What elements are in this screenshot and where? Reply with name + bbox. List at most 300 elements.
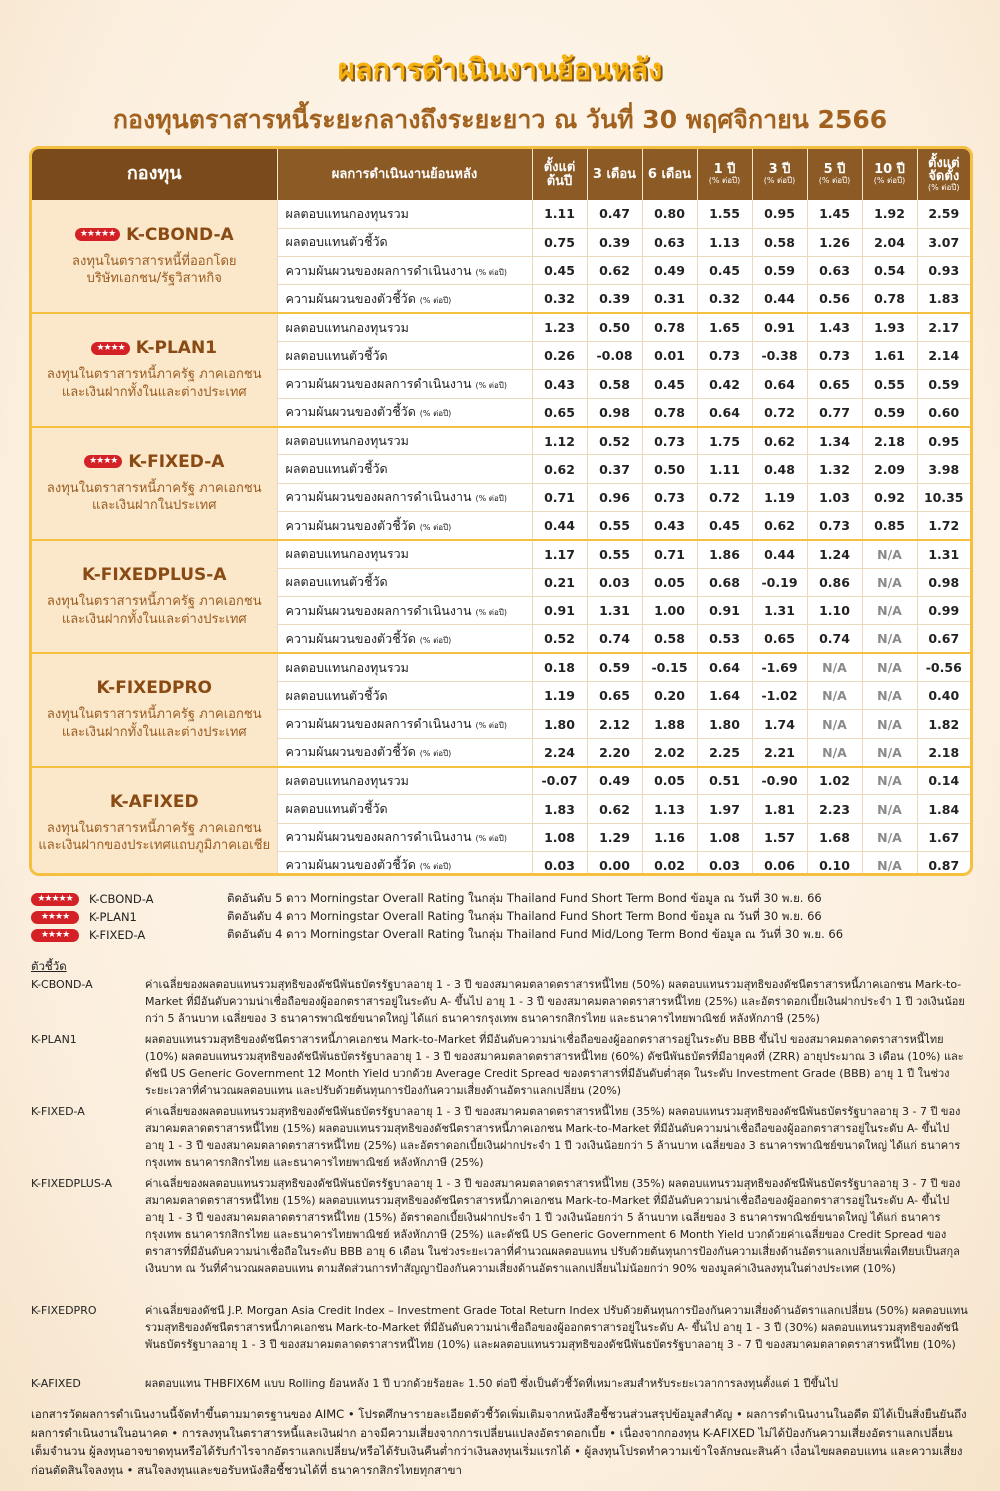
metric-unit: (% ต่อปี) bbox=[419, 295, 452, 305]
value-cell: 0.65 bbox=[587, 682, 642, 710]
value-cell: 1.81 bbox=[752, 795, 807, 823]
rating-notes bbox=[31, 890, 971, 944]
metric-label bbox=[277, 852, 532, 876]
value-cell: 0.44 bbox=[752, 285, 807, 313]
value-cell: 1.80 bbox=[532, 710, 587, 738]
value-cell: 1.19 bbox=[532, 682, 587, 710]
value-cell: 0.73 bbox=[697, 342, 752, 370]
metric-label-text: ความผันผวนของผลการดำเนินงาน bbox=[285, 602, 472, 618]
value-cell: 0.86 bbox=[807, 568, 862, 596]
value-cell: 0.62 bbox=[752, 512, 807, 540]
fund-cell bbox=[32, 767, 277, 876]
metric-label-text: ผลตอบแทนตัวชี้วัด bbox=[285, 687, 388, 703]
value-cell: N/A bbox=[862, 540, 917, 568]
value-cell: 0.71 bbox=[532, 483, 587, 511]
fund-description bbox=[36, 593, 273, 628]
benchmark-fund: K-FIXEDPRO bbox=[31, 1304, 97, 1317]
value-cell: 2.17 bbox=[917, 313, 970, 341]
value-cell: 0.62 bbox=[532, 455, 587, 483]
fund-name: K-FIXEDPRO bbox=[96, 678, 213, 699]
fund-name-row bbox=[36, 565, 273, 585]
table-row bbox=[32, 427, 970, 455]
value-cell: 0.45 bbox=[697, 257, 752, 285]
table-row bbox=[32, 767, 970, 795]
value-cell: 0.01 bbox=[642, 342, 697, 370]
value-cell: 0.75 bbox=[532, 228, 587, 256]
value-cell: 0.43 bbox=[642, 512, 697, 540]
value-cell: 2.23 bbox=[807, 795, 862, 823]
value-cell: 1.13 bbox=[697, 228, 752, 256]
value-cell: 2.09 bbox=[862, 455, 917, 483]
table-row bbox=[32, 540, 970, 568]
value-cell: N/A bbox=[862, 597, 917, 625]
fund-description bbox=[36, 366, 273, 401]
metric-label-text: ผลตอบแทนกองทุนรวม bbox=[285, 205, 409, 221]
metric-label-text: ความผันผวนของตัวชี้วัด bbox=[285, 517, 416, 533]
rating-stars-icon: ★★★★ bbox=[31, 911, 79, 924]
value-cell: 1.10 bbox=[807, 597, 862, 625]
metric-label bbox=[277, 653, 532, 681]
value-cell: 0.72 bbox=[752, 398, 807, 426]
page-subtitle: กองทุนตราสารหนี้ระยะกลางถึงระยะยาว ณ วันที่ 30 พฤศจิกายน 2566 bbox=[112, 105, 888, 134]
metric-label bbox=[277, 285, 532, 313]
metric-label bbox=[277, 823, 532, 851]
value-cell: 1.23 bbox=[532, 313, 587, 341]
metric-label-text: ความผันผวนของตัวชี้วัด bbox=[285, 290, 416, 306]
rating-stars-icon: ★★★★★ bbox=[75, 228, 120, 241]
header-1y: 1 ปี (% ต่อปี) bbox=[697, 149, 752, 200]
value-cell: 0.44 bbox=[532, 512, 587, 540]
value-cell: 1.08 bbox=[697, 823, 752, 851]
value-cell: 1.82 bbox=[917, 710, 970, 738]
value-cell: 1.88 bbox=[642, 710, 697, 738]
value-cell: N/A bbox=[807, 710, 862, 738]
value-cell: 0.99 bbox=[917, 597, 970, 625]
value-cell: 1.92 bbox=[862, 200, 917, 228]
rating-stars-icon: ★★★★ bbox=[84, 455, 122, 468]
benchmark-item bbox=[31, 976, 971, 1027]
fund-description-line: ลงทุนในตราสารหนี้ที่ออกโดย bbox=[72, 253, 237, 269]
fund-name: K-CBOND-A bbox=[126, 224, 234, 245]
fund-name: K-PLAN1 bbox=[135, 338, 218, 359]
value-cell: 1.34 bbox=[807, 427, 862, 455]
fund-name: K-FIXED-A bbox=[128, 451, 225, 472]
value-cell: 1.74 bbox=[752, 710, 807, 738]
value-cell: N/A bbox=[862, 625, 917, 653]
value-cell: 2.12 bbox=[587, 710, 642, 738]
value-cell: 0.91 bbox=[697, 597, 752, 625]
value-cell: 0.10 bbox=[807, 852, 862, 876]
value-cell: 0.98 bbox=[587, 398, 642, 426]
value-cell: 1.17 bbox=[532, 540, 587, 568]
rating-stars-icon: ★★★★ bbox=[91, 342, 129, 355]
value-cell: 0.63 bbox=[807, 257, 862, 285]
metric-unit: (% ต่อปี) bbox=[475, 607, 507, 617]
value-cell: 0.53 bbox=[697, 625, 752, 653]
value-cell: 1.86 bbox=[697, 540, 752, 568]
fund-cell bbox=[32, 653, 277, 766]
metric-label-text: ผลตอบแทนกองทุนรวม bbox=[285, 546, 409, 562]
benchmark-heading: ตัวชี้วัด bbox=[31, 959, 67, 973]
benchmark-fund: K-CBOND-A bbox=[31, 978, 93, 991]
metric-label bbox=[277, 370, 532, 398]
metric-label-text: ความผันผวนของผลการดำเนินงาน bbox=[285, 489, 472, 505]
value-cell: -0.56 bbox=[917, 653, 970, 681]
metric-label bbox=[277, 710, 532, 738]
value-cell: 0.20 bbox=[642, 682, 697, 710]
value-cell: 0.58 bbox=[752, 228, 807, 256]
benchmark-item bbox=[31, 1031, 971, 1099]
header-6m: 6 เดือน bbox=[642, 149, 697, 200]
value-cell: 2.59 bbox=[917, 200, 970, 228]
value-cell: N/A bbox=[807, 738, 862, 766]
fund-description-line: และเงินฝากทั้งในและต่างประเทศ bbox=[61, 724, 247, 740]
metric-label bbox=[277, 455, 532, 483]
table-row bbox=[32, 200, 970, 228]
value-cell: 0.56 bbox=[807, 285, 862, 313]
metric-label-text: ผลตอบแทนตัวชี้วัด bbox=[285, 574, 388, 590]
metric-label bbox=[277, 200, 532, 228]
benchmark-text: ผลตอบแทน THBFIX6M แบบ Rolling ย้อนหลัง 1 ปี บวกด้วยร้อยละ 1.50 ต่อปี ซึ่งเป็นตัวชี้วัดที่เหมาะสมสำหรับระยะเวลาการลงทุนตั้งแต่ 1 ปีขึ้นไป bbox=[145, 1377, 838, 1390]
benchmark-text: ค่าเฉลี่ยของผลตอบแทนรวมสุทธิของดัชนีพันธบัตรรัฐบาลอายุ 1 - 3 ปี ของสมาคมตลาดตราสารหนี้ไทย (50%) ผลตอบแทนรวมสุทธิของดัชนีตราสารหนี้ภาคเอกชน Mark-to-Market ที่มีอันดับความน่าเชื่อถือของผู้ออกตราสารอยู่ในระดับ A- ขึ้นไป อายุ 1 - 3 ปี ของสมาคมตลาดตราสารหนี้ไทย (25%) และอัตราดอกเบี้ยเงินฝากประจำ 1 ปี วงเงินน้อยกว่า 5 ล้านบาท เฉลี่ยของ 3 ธนาคารพาณิชย์ขนาดใหญ่ ได้แก่ ธนาคารกรุงเทพ ธนาคารกสิกรไทย และธนาคารไทยพาณิชย์ หลังหักภาษี (25%) bbox=[145, 978, 965, 1025]
value-cell: 0.42 bbox=[697, 370, 752, 398]
header-ytd: ตั้งแต่ ต้นปี bbox=[532, 149, 587, 200]
metric-label-text: ความผันผวนของผลการดำเนินงาน bbox=[285, 829, 472, 845]
value-cell: 0.51 bbox=[697, 767, 752, 795]
fund-cell bbox=[32, 200, 277, 313]
fund-name: K-AFIXED bbox=[109, 791, 199, 812]
value-cell: 3.98 bbox=[917, 455, 970, 483]
value-cell: 1.11 bbox=[697, 455, 752, 483]
fund-description-line: ลงทุนในตราสารหนี้ภาครัฐ ภาคเอกชน bbox=[46, 820, 262, 836]
value-cell: 0.80 bbox=[642, 200, 697, 228]
value-cell: 0.73 bbox=[807, 342, 862, 370]
value-cell: 0.65 bbox=[532, 398, 587, 426]
value-cell: 1.16 bbox=[642, 823, 697, 851]
value-cell: 0.92 bbox=[862, 483, 917, 511]
fund-description-line: ลงทุนในตราสารหนี้ภาครัฐ ภาคเอกชน bbox=[46, 367, 262, 383]
header-3y: 3 ปี (% ต่อปี) bbox=[752, 149, 807, 200]
metric-label bbox=[277, 228, 532, 256]
value-cell: 0.47 bbox=[587, 200, 642, 228]
benchmark-fund: K-FIXEDPLUS-A bbox=[31, 1177, 113, 1190]
value-cell: 1.80 bbox=[697, 710, 752, 738]
value-cell: N/A bbox=[862, 767, 917, 795]
performance-table-container bbox=[29, 146, 973, 876]
metric-label-text: ความผันผวนของตัวชี้วัด bbox=[285, 630, 416, 646]
rating-note-row bbox=[31, 890, 971, 908]
value-cell: 1.03 bbox=[807, 483, 862, 511]
value-cell: 2.24 bbox=[532, 738, 587, 766]
value-cell: 0.03 bbox=[697, 852, 752, 876]
benchmark-item bbox=[31, 1375, 971, 1392]
value-cell: 2.25 bbox=[697, 738, 752, 766]
rating-note-row bbox=[31, 926, 971, 944]
benchmark-item bbox=[31, 1302, 971, 1353]
value-cell: 0.96 bbox=[587, 483, 642, 511]
metric-unit: (% ต่อปี) bbox=[419, 522, 452, 532]
value-cell: 0.98 bbox=[917, 568, 970, 596]
value-cell: 2.14 bbox=[917, 342, 970, 370]
value-cell: 0.59 bbox=[917, 370, 970, 398]
metric-label bbox=[277, 597, 532, 625]
value-cell: 0.60 bbox=[917, 398, 970, 426]
value-cell: 0.03 bbox=[587, 568, 642, 596]
metric-label bbox=[277, 313, 532, 341]
rating-text: ติดอันดับ 4 ดาว Morningstar Overall Rating ในกลุ่ม Thailand Fund Mid/Long Term Bond ข้อมูล ณ วันที่ 30 พ.ย. 66 bbox=[227, 927, 844, 941]
value-cell: 0.58 bbox=[587, 370, 642, 398]
metric-label-text: ความผันผวนของผลการดำเนินงาน bbox=[285, 262, 472, 278]
benchmark-fund: K-AFIXED bbox=[31, 1377, 81, 1390]
value-cell: 0.03 bbox=[532, 852, 587, 876]
metric-label bbox=[277, 767, 532, 795]
fund-name-row bbox=[36, 338, 273, 358]
rating-stars-icon: ★★★★ bbox=[31, 929, 79, 942]
fund-cell bbox=[32, 313, 277, 426]
value-cell: 0.59 bbox=[587, 653, 642, 681]
fund-description bbox=[36, 706, 273, 741]
value-cell: 1.31 bbox=[587, 597, 642, 625]
fund-cell bbox=[32, 540, 277, 653]
value-cell: 1.08 bbox=[532, 823, 587, 851]
value-cell: 0.63 bbox=[642, 228, 697, 256]
header-fund: กองทุน bbox=[32, 149, 277, 200]
value-cell: 0.26 bbox=[532, 342, 587, 370]
metric-unit: (% ต่อปี) bbox=[419, 862, 452, 872]
rating-fund: K-PLAN1 bbox=[89, 910, 137, 924]
value-cell: 1.13 bbox=[642, 795, 697, 823]
metric-label bbox=[277, 795, 532, 823]
value-cell: 1.67 bbox=[917, 823, 970, 851]
value-cell: 1.55 bbox=[697, 200, 752, 228]
value-cell: 0.93 bbox=[917, 257, 970, 285]
value-cell: 2.18 bbox=[917, 738, 970, 766]
value-cell: 0.44 bbox=[752, 540, 807, 568]
value-cell: 0.59 bbox=[752, 257, 807, 285]
value-cell: 0.67 bbox=[917, 625, 970, 653]
value-cell: N/A bbox=[807, 653, 862, 681]
value-cell: 1.75 bbox=[697, 427, 752, 455]
value-cell: 0.73 bbox=[642, 483, 697, 511]
value-cell: -0.90 bbox=[752, 767, 807, 795]
fund-description bbox=[36, 820, 273, 855]
value-cell: 2.04 bbox=[862, 228, 917, 256]
rating-text: ติดอันดับ 5 ดาว Morningstar Overall Rating ในกลุ่ม Thailand Fund Short Term Bond ข้อมูล ณ วันที่ 30 พ.ย. 66 bbox=[227, 891, 822, 905]
table-header-row bbox=[32, 149, 970, 200]
benchmark-text: ค่าเฉลี่ยของผลตอบแทนรวมสุทธิของดัชนีพันธบัตรรัฐบาลอายุ 1 - 3 ปี ของสมาคมตลาดตราสารหนี้ไทย (35%) ผลตอบแทนรวมสุทธิของดัชนีพันธบัตรรัฐบาลอายุ 3 - 7 ปี ของสมาคมตลาดตราสารหนี้ไทย (15%) ผลตอบแทนรวมสุทธิของดัชนีตราสารหนี้ภาคเอกชน Mark-to-Market ที่มีอันดับความน่าเชื่อถือของผู้ออกตราสารอยู่ในระดับ A- ขึ้นไป อายุ 1 - 3 ปี ของสมาคมตลาดตราสารหนี้ไทย (15%) อัตราดอกเบี้ยเงินฝากประจำ 1 ปี วงเงินน้อยกว่า 5 ล้านบาท เฉลี่ยของ 3 ธนาคารพาณิชย์ขนาดใหญ่ ได้แก่ ธนาคารกรุงเทพ ธนาคารกสิกรไทย และธนาคารไทยพาณิชย์ หลังหักภาษี (25%) และดัชนี US Generic Government 6 Month Yield บวกด้วยค่าเฉลี่ยของ Credit Spread ของตราสารที่มีอันดับความน่าเชื่อถือในระดับ BBB อายุ 6 เดือน ในช่วงระยะเวลาที่คำนวณผลตอบแทน ปรับด้วยต้นทุนการป้องกันความเสี่ยงด้านอัตราแลกเปลี่ยนเพื่อเทียบเป็นสกุลเงินบาท ณ วันที่คำนวณผลตอบแทน ตามสัดส่วนการทำสัญญาป้องกันความเสี่ยงด้านอัตราแลกเปลี่ยนไม่น้อยกว่า 90% ของมูลค่าเงินลงทุนในต่างประเทศ (10%) bbox=[145, 1177, 961, 1275]
value-cell: 1.61 bbox=[862, 342, 917, 370]
value-cell: 1.12 bbox=[532, 427, 587, 455]
rating-text: ติดอันดับ 4 ดาว Morningstar Overall Rating ในกลุ่ม Thailand Fund Short Term Bond ข้อมูล ณ วันที่ 30 พ.ย. 66 bbox=[227, 909, 822, 923]
value-cell: 0.73 bbox=[807, 512, 862, 540]
metric-label bbox=[277, 342, 532, 370]
value-cell: 0.05 bbox=[642, 767, 697, 795]
value-cell: 2.20 bbox=[587, 738, 642, 766]
rating-fund: K-FIXED-A bbox=[89, 928, 146, 942]
value-cell: 0.48 bbox=[752, 455, 807, 483]
fund-description-line: บริษัทเอกชน/รัฐวิสาหกิจ bbox=[86, 271, 222, 287]
value-cell: 0.14 bbox=[917, 767, 970, 795]
metric-label-text: ความผันผวนของผลการดำเนินงาน bbox=[285, 376, 472, 392]
value-cell: 0.78 bbox=[642, 398, 697, 426]
value-cell: 1.83 bbox=[917, 285, 970, 313]
fund-name-row bbox=[36, 452, 273, 472]
metric-label bbox=[277, 540, 532, 568]
benchmark-fund: K-PLAN1 bbox=[31, 1033, 77, 1046]
benchmark-text: ค่าเฉลี่ยของดัชนี J.P. Morgan Asia Credit Index – Investment Grade Total Return Index ปรับด้วยต้นทุนการป้องกันความเสี่ยงด้านอัตราแลกเปลี่ยน (50%) ผลตอบแทนรวมสุทธิของดัชนีตราสารหนี้ภาคเอกชน Mark-to-Market ที่มีอันดับความน่าเชื่อถือของผู้ออกตราสารอยู่ในระดับ A- ขึ้นไป อายุ 1 - 3 ปี (30%) ผลตอบแทนรวมสุทธิของดัชนีพันธบัตรรัฐบาลอายุ 1 - 3 ปี ของสมาคมตลาดตราสารหนี้ไทย (10%) และผลตอบแทนรวมสุทธิของดัชนีพันธบัตรรัฐบาลอายุ 3 - 7 ปี ของสมาคมตลาดตราสารหนี้ไทย (10%) bbox=[145, 1304, 968, 1351]
value-cell: 0.49 bbox=[642, 257, 697, 285]
page-title: ผลการดำเนินงานย้อนหลัง bbox=[337, 52, 663, 86]
value-cell: 0.39 bbox=[587, 285, 642, 313]
value-cell: 1.64 bbox=[697, 682, 752, 710]
value-cell: 1.31 bbox=[752, 597, 807, 625]
value-cell: 0.78 bbox=[862, 285, 917, 313]
value-cell: 0.06 bbox=[752, 852, 807, 876]
header-5y: 5 ปี (% ต่อปี) bbox=[807, 149, 862, 200]
value-cell: 0.78 bbox=[642, 313, 697, 341]
value-cell: 0.71 bbox=[642, 540, 697, 568]
value-cell: 0.32 bbox=[697, 285, 752, 313]
value-cell: 0.18 bbox=[532, 653, 587, 681]
value-cell: 0.02 bbox=[642, 852, 697, 876]
table-body bbox=[32, 200, 970, 876]
value-cell: 0.95 bbox=[752, 200, 807, 228]
value-cell: 1.68 bbox=[807, 823, 862, 851]
table-row bbox=[32, 313, 970, 341]
benchmark-fund: K-FIXED-A bbox=[31, 1105, 85, 1118]
header-inception: ตั้งแต่ จัดตั้ง (% ต่อปี) bbox=[917, 149, 970, 200]
value-cell: 0.62 bbox=[587, 795, 642, 823]
value-cell: 1.65 bbox=[697, 313, 752, 341]
value-cell: 0.05 bbox=[642, 568, 697, 596]
value-cell: 1.84 bbox=[917, 795, 970, 823]
value-cell: 1.00 bbox=[642, 597, 697, 625]
metric-label-text: ผลตอบแทนกองทุนรวม bbox=[285, 659, 409, 675]
value-cell: 0.49 bbox=[587, 767, 642, 795]
benchmark-text: ค่าเฉลี่ยของผลตอบแทนรวมสุทธิของดัชนีพันธบัตรรัฐบาลอายุ 1 - 3 ปี ของสมาคมตลาดตราสารหนี้ไทย (35%) ผลตอบแทนรวมสุทธิของดัชนีพันธบัตรรัฐบาลอายุ 3 - 7 ปี ของสมาคมตลาดตราสารหนี้ไทย (15%) ผลตอบแทนรวมสุทธิของดัชนีตราสารหนี้ภาคเอกชน Mark-to-Market ที่มีอันดับความน่าเชื่อถือของผู้ออกตราสารอยู่ในระดับ A- ขึ้นไป อายุ 1 - 3 ปี ของสมาคมตลาดตราสารหนี้ไทย (25%) และอัตราดอกเบี้ยเงินฝากประจำ 1 ปี วงเงินน้อยกว่า 5 ล้านบาท เฉลี่ยของ 3 ธนาคารพาณิชย์ขนาดใหญ่ ได้แก่ ธนาคารกรุงเทพ ธนาคารกสิกรไทย และธนาคารไทยพาณิชย์ หลังหักภาษี (25%) bbox=[145, 1105, 961, 1169]
value-cell: -0.19 bbox=[752, 568, 807, 596]
metric-label-text: ผลตอบแทนตัวชี้วัด bbox=[285, 347, 388, 363]
value-cell: 0.59 bbox=[862, 398, 917, 426]
metric-unit: (% ต่อปี) bbox=[475, 381, 507, 391]
value-cell: 0.72 bbox=[697, 483, 752, 511]
value-cell: 0.85 bbox=[862, 512, 917, 540]
metric-unit: (% ต่อปี) bbox=[475, 721, 507, 731]
value-cell: 2.21 bbox=[752, 738, 807, 766]
value-cell: 1.31 bbox=[917, 540, 970, 568]
metric-label bbox=[277, 682, 532, 710]
value-cell: 0.68 bbox=[697, 568, 752, 596]
fund-name: K-FIXEDPLUS-A bbox=[82, 565, 227, 586]
value-cell: 1.11 bbox=[532, 200, 587, 228]
value-cell: 0.21 bbox=[532, 568, 587, 596]
metric-label bbox=[277, 512, 532, 540]
metric-label-text: ผลตอบแทนตัวชี้วัด bbox=[285, 234, 388, 250]
performance-table bbox=[32, 149, 970, 876]
value-cell: 0.50 bbox=[587, 313, 642, 341]
rating-fund: K-CBOND-A bbox=[89, 892, 154, 906]
value-cell: 0.55 bbox=[587, 540, 642, 568]
fund-description bbox=[36, 253, 273, 288]
fund-description-line: ลงทุนในตราสารหนี้ภาครัฐ ภาคเอกชน bbox=[46, 707, 262, 723]
header-3m: 3 เดือน bbox=[587, 149, 642, 200]
fund-name-row bbox=[36, 792, 273, 812]
metric-unit: (% ต่อปี) bbox=[419, 409, 452, 419]
value-cell: 2.02 bbox=[642, 738, 697, 766]
value-cell: 1.29 bbox=[587, 823, 642, 851]
value-cell: 1.72 bbox=[917, 512, 970, 540]
fund-description-line: และเงินฝากทั้งในและต่างประเทศ bbox=[61, 384, 247, 400]
metric-label-text: ผลตอบแทนตัวชี้วัด bbox=[285, 801, 388, 817]
metric-label-text: ผลตอบแทนกองทุนรวม bbox=[285, 772, 409, 788]
value-cell: 1.32 bbox=[807, 455, 862, 483]
value-cell: 0.00 bbox=[587, 852, 642, 876]
rating-note-row bbox=[31, 908, 971, 926]
value-cell: 0.52 bbox=[587, 427, 642, 455]
value-cell: 0.74 bbox=[587, 625, 642, 653]
value-cell: 0.58 bbox=[642, 625, 697, 653]
value-cell: 0.91 bbox=[532, 597, 587, 625]
value-cell: 0.54 bbox=[862, 257, 917, 285]
value-cell: 0.55 bbox=[587, 512, 642, 540]
value-cell: 1.93 bbox=[862, 313, 917, 341]
value-cell: 0.91 bbox=[752, 313, 807, 341]
metric-label bbox=[277, 625, 532, 653]
metric-label bbox=[277, 427, 532, 455]
value-cell: 0.50 bbox=[642, 455, 697, 483]
value-cell: N/A bbox=[862, 653, 917, 681]
metric-label-text: ความผันผวนของผลการดำเนินงาน bbox=[285, 716, 472, 732]
value-cell: 1.02 bbox=[807, 767, 862, 795]
value-cell: 0.64 bbox=[752, 370, 807, 398]
value-cell: 0.52 bbox=[532, 625, 587, 653]
benchmark-item bbox=[31, 1103, 971, 1171]
value-cell: 0.31 bbox=[642, 285, 697, 313]
value-cell: 0.40 bbox=[917, 682, 970, 710]
value-cell: -0.08 bbox=[587, 342, 642, 370]
benchmark-text: ผลตอบแทนรวมสุทธิของดัชนีตราสารหนี้ภาคเอกชน Mark-to-Market ที่มีอันดับความน่าเชื่อถือของผู้ออกตราสารอยู่ในระดับ BBB ขึ้นไป ของสมาคมตลาดตราสารหนี้ไทย (10%) ผลตอบแทนรวมสุทธิของดัชนีพันธบัตรรัฐบาลอายุ 1 - 3 ปี ของสมาคมตลาดตราสารหนี้ไทย (60%) ดัชนีพันธบัตรที่มีอายุคงที่ (ZRR) อายุประมาณ 3 เดือน (10%) และดัชนี US Generic Government 12 Month Yield บวกด้วย Average Credit Spread ของตราสารที่มีอันดับต่ำสุด ในระดับ Investment Grade (BBB) อายุ 1 ปี ในช่วงระยะเวลาที่คำนวณผลตอบแทน และปรับด้วยต้นทุนการป้องกันความเสี่ยงด้านอัตราแลกเปลี่ยน (20%) bbox=[145, 1033, 964, 1097]
value-cell: -0.38 bbox=[752, 342, 807, 370]
value-cell: 1.26 bbox=[807, 228, 862, 256]
value-cell: 0.55 bbox=[862, 370, 917, 398]
metric-label bbox=[277, 257, 532, 285]
value-cell: 0.74 bbox=[807, 625, 862, 653]
fund-description-line: และเงินฝากทั้งในและต่างประเทศ bbox=[61, 611, 247, 627]
value-cell: 0.45 bbox=[532, 257, 587, 285]
value-cell: 0.64 bbox=[697, 653, 752, 681]
value-cell: 0.64 bbox=[697, 398, 752, 426]
value-cell: 1.19 bbox=[752, 483, 807, 511]
metric-label-text: ความผันผวนของตัวชี้วัด bbox=[285, 744, 416, 760]
fund-description-line: และเงินฝากในประเทศ bbox=[91, 498, 217, 514]
value-cell: 1.43 bbox=[807, 313, 862, 341]
value-cell: -0.07 bbox=[532, 767, 587, 795]
fund-name-row bbox=[36, 678, 273, 698]
value-cell: 0.62 bbox=[587, 257, 642, 285]
value-cell: N/A bbox=[862, 568, 917, 596]
fund-cell bbox=[32, 427, 277, 540]
fund-description bbox=[36, 480, 273, 515]
value-cell: 0.43 bbox=[532, 370, 587, 398]
metric-label-text: ผลตอบแทนกองทุนรวม bbox=[285, 319, 409, 335]
value-cell: N/A bbox=[862, 852, 917, 876]
value-cell: N/A bbox=[862, 710, 917, 738]
metric-label-text: ผลตอบแทนตัวชี้วัด bbox=[285, 461, 388, 477]
fund-description-line: ลงทุนในตราสารหนี้ภาครัฐ ภาคเอกชน bbox=[46, 480, 262, 496]
value-cell: -1.69 bbox=[752, 653, 807, 681]
value-cell: N/A bbox=[862, 682, 917, 710]
value-cell: 2.18 bbox=[862, 427, 917, 455]
